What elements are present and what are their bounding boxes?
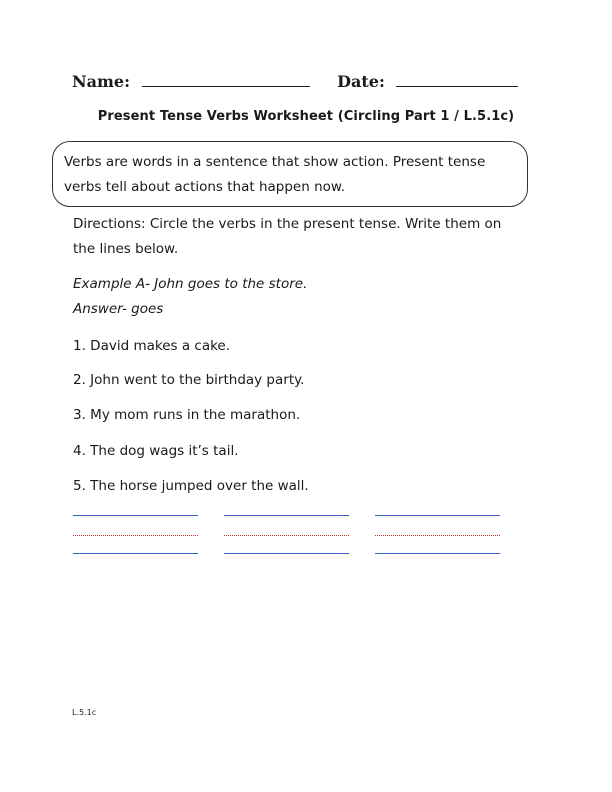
definition-line-2: verbs tell about actions that happen now. xyxy=(64,179,345,195)
directions-line-2: the lines below. xyxy=(73,241,179,257)
answer-guide-line xyxy=(73,535,198,536)
definition-line-1: Verbs are words in a sentence that show action. Present tense xyxy=(64,154,486,170)
worksheet-title: Present Tense Verbs Worksheet (Circling Part 1 / L.5.1c) xyxy=(97,109,515,124)
definition-box xyxy=(52,141,528,207)
item-4: 4. The dog wags it’s tail. xyxy=(73,443,239,459)
answer-line-top[interactable] xyxy=(375,515,500,516)
answer-line-top[interactable] xyxy=(73,515,198,516)
date-field[interactable] xyxy=(396,72,518,87)
answer-guide-line xyxy=(224,535,349,536)
item-2: 2. John went to the birthday party. xyxy=(73,372,305,388)
answer-line-top[interactable] xyxy=(224,515,349,516)
name-label: Name: xyxy=(72,72,131,91)
answer-line-bottom[interactable] xyxy=(224,553,349,554)
item-5: 5. The horse jumped over the wall. xyxy=(73,478,309,494)
example-answer: Answer- goes xyxy=(73,301,164,317)
directions-line-1: Directions: Circle the verbs in the present tense. Write them on xyxy=(73,216,502,232)
name-date-row xyxy=(72,72,518,91)
directions xyxy=(73,212,553,262)
item-1: 1. David makes a cake. xyxy=(73,338,231,354)
answer-guide-line xyxy=(375,535,500,536)
answer-line-bottom[interactable] xyxy=(73,553,198,554)
standard-code: L.5.1c xyxy=(72,708,97,717)
date-label: Date: xyxy=(337,72,385,91)
name-field[interactable] xyxy=(142,72,310,87)
answer-line-bottom[interactable] xyxy=(375,553,500,554)
item-3: 3. My mom runs in the marathon. xyxy=(73,407,301,423)
example-block xyxy=(73,272,553,322)
example-sentence: Example A- John goes to the store. xyxy=(73,276,308,292)
